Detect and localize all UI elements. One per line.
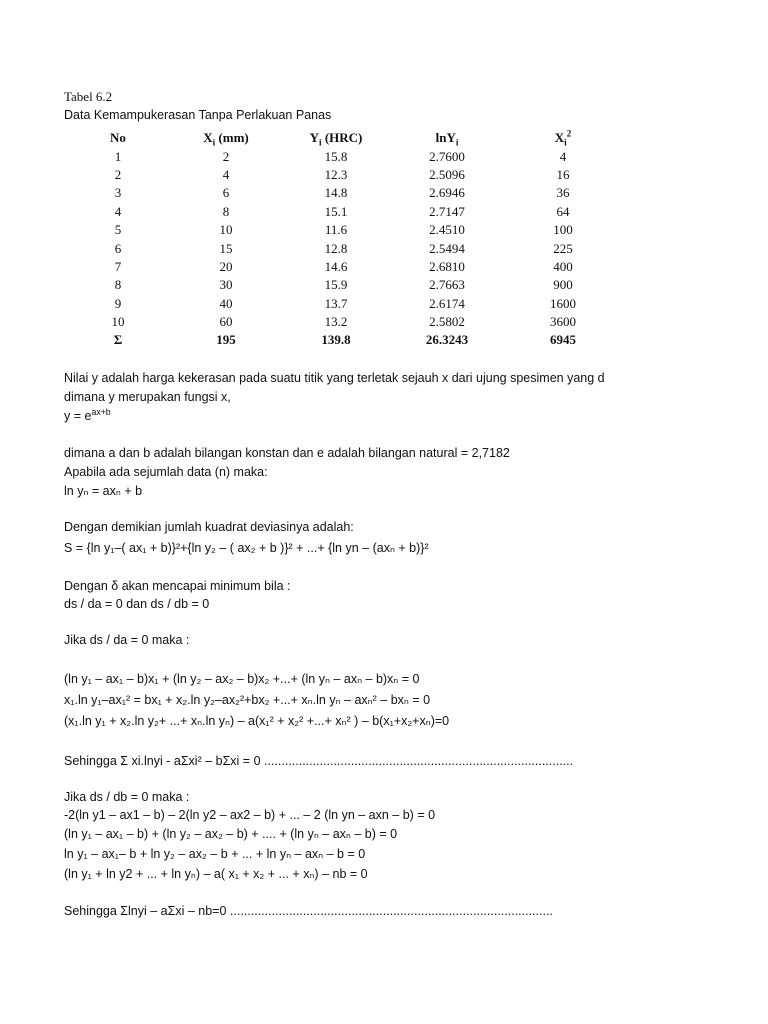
table-row: 1 2 15.8 2.7600 4 [114, 148, 567, 164]
text-line: dimana a dan b adalah bilangan konstan dan e adalah bilangan natural = 2,7182 [64, 446, 510, 460]
formula-line: ln yₙ = axₙ + b [64, 484, 143, 498]
formula-line: (ln y₁ + ln y2 + ... + ln yₙ) – a( x₁ + x₂ + ... + xₙ) – nb = 0 [64, 867, 368, 881]
text-line: Apabila ada sejumlah data (n) maka: [64, 465, 268, 479]
table-row: 4 8 15.1 2.7147 64 [114, 203, 570, 219]
table-row: 10 60 13.2 2.5802 3600 [111, 314, 576, 330]
formula-line: ds / da = 0 dan ds / db = 0 [64, 597, 210, 611]
formula-line: (x₁.ln y₁ + x₂.ln y₂+ ...+ xₙ.ln yₙ) – a(x₁² + x₂² +...+ xₙ² ) – b(x₁+x₂+xₙ)=0 [64, 714, 450, 728]
table-row: 6 15 12.8 2.5494 225 [114, 240, 573, 256]
formula-line: (ln y₁ – ax₁ – b)x₁ + (ln y₂ – ax₂ – b)x₂ +...+ (ln yₙ – axₙ – b)xₙ = 0 [64, 672, 420, 686]
table-sum-row: Σ 195 139.8 26.3243 6945 [113, 332, 576, 348]
formula-exponent: ax+b [91, 406, 111, 417]
formula-line: S = {ln y₁–( ax₁ + b)}²+{ln y₂ – ( ax₂ + b )}² + ...+ {ln yn – (axₙ + b)}² [64, 541, 429, 555]
header-xi-squared: $X_i^2$ [554, 128, 572, 148]
formula-line [64, 408, 111, 424]
text-line: Jika ds / da = 0 maka : [64, 633, 190, 647]
table-header-row [64, 129, 624, 147]
table-row: 7 20 14.6 2.6810 400 [114, 258, 573, 274]
table-row: 3 6 14.8 2.6946 36 [114, 185, 570, 201]
table-row: 5 10 11.6 2.4510 100 [114, 222, 573, 238]
formula-line: Sehingga Σlnyi – aΣxi – nb=0 ............................................................................................. [64, 904, 553, 918]
text-line: dimana y merupakan fungsi x, [64, 390, 231, 404]
formula-line: (ln y₁ – ax₁ – b) + (ln y₂ – ax₂ – b) + .... + (ln yₙ – axₙ – b) = 0 [64, 827, 398, 841]
table-row: 9 40 13.7 2.6174 1600 [114, 295, 576, 311]
text-line: Dengan demikian jumlah kuadrat deviasinya adalah: [64, 520, 354, 534]
formula-line: x₁.ln y₁–ax₁² = bx₁ + x₂.ln y₂–ax₂²+bx₂ +...+ xₙ.ln yₙ – axₙ² – bxₙ = 0 [64, 693, 431, 707]
table-title: Data Kemampukerasan Tanpa Perlakuan Panas [64, 108, 332, 122]
table-row: 8 30 15.9 2.7663 900 [114, 277, 573, 293]
header-yi: $Y_i$ (HRC) [309, 130, 363, 148]
text-line: Nilai y adalah harga kekerasan pada suatu titik yang terletak sejauh x dari ujung spesimen yang d [64, 371, 605, 385]
formula-line: ln y₁ – ax₁– b + ln y₂ – ax₂ – b + ... + ln yₙ – axₙ – b = 0 [64, 847, 366, 861]
formula-line: -2(ln y1 – ax1 – b) – 2(ln y2 – ax2 – b) + ... – 2 (ln yn – axn – b) = 0 [64, 808, 436, 822]
table-row: 2 4 12.3 2.5096 16 [114, 166, 570, 182]
data-table [64, 129, 624, 350]
text-line: Dengan δ akan mencapai minimum bila : [64, 579, 291, 593]
formula-base: y = e [64, 409, 92, 423]
formula-line: Sehingga Σ xi.lnyi - aΣxi² – bΣxi = 0 ......................................................................................... [64, 754, 574, 768]
table-caption: Tabel 6.2 [64, 89, 113, 104]
table-body [64, 147, 624, 349]
header-xi: $X_i$ (mm) [203, 130, 249, 148]
header-lnyi: lnY$_i$ [435, 130, 459, 148]
text-line: Jika ds / db = 0 maka : [64, 790, 190, 804]
header-no: No [110, 130, 126, 146]
